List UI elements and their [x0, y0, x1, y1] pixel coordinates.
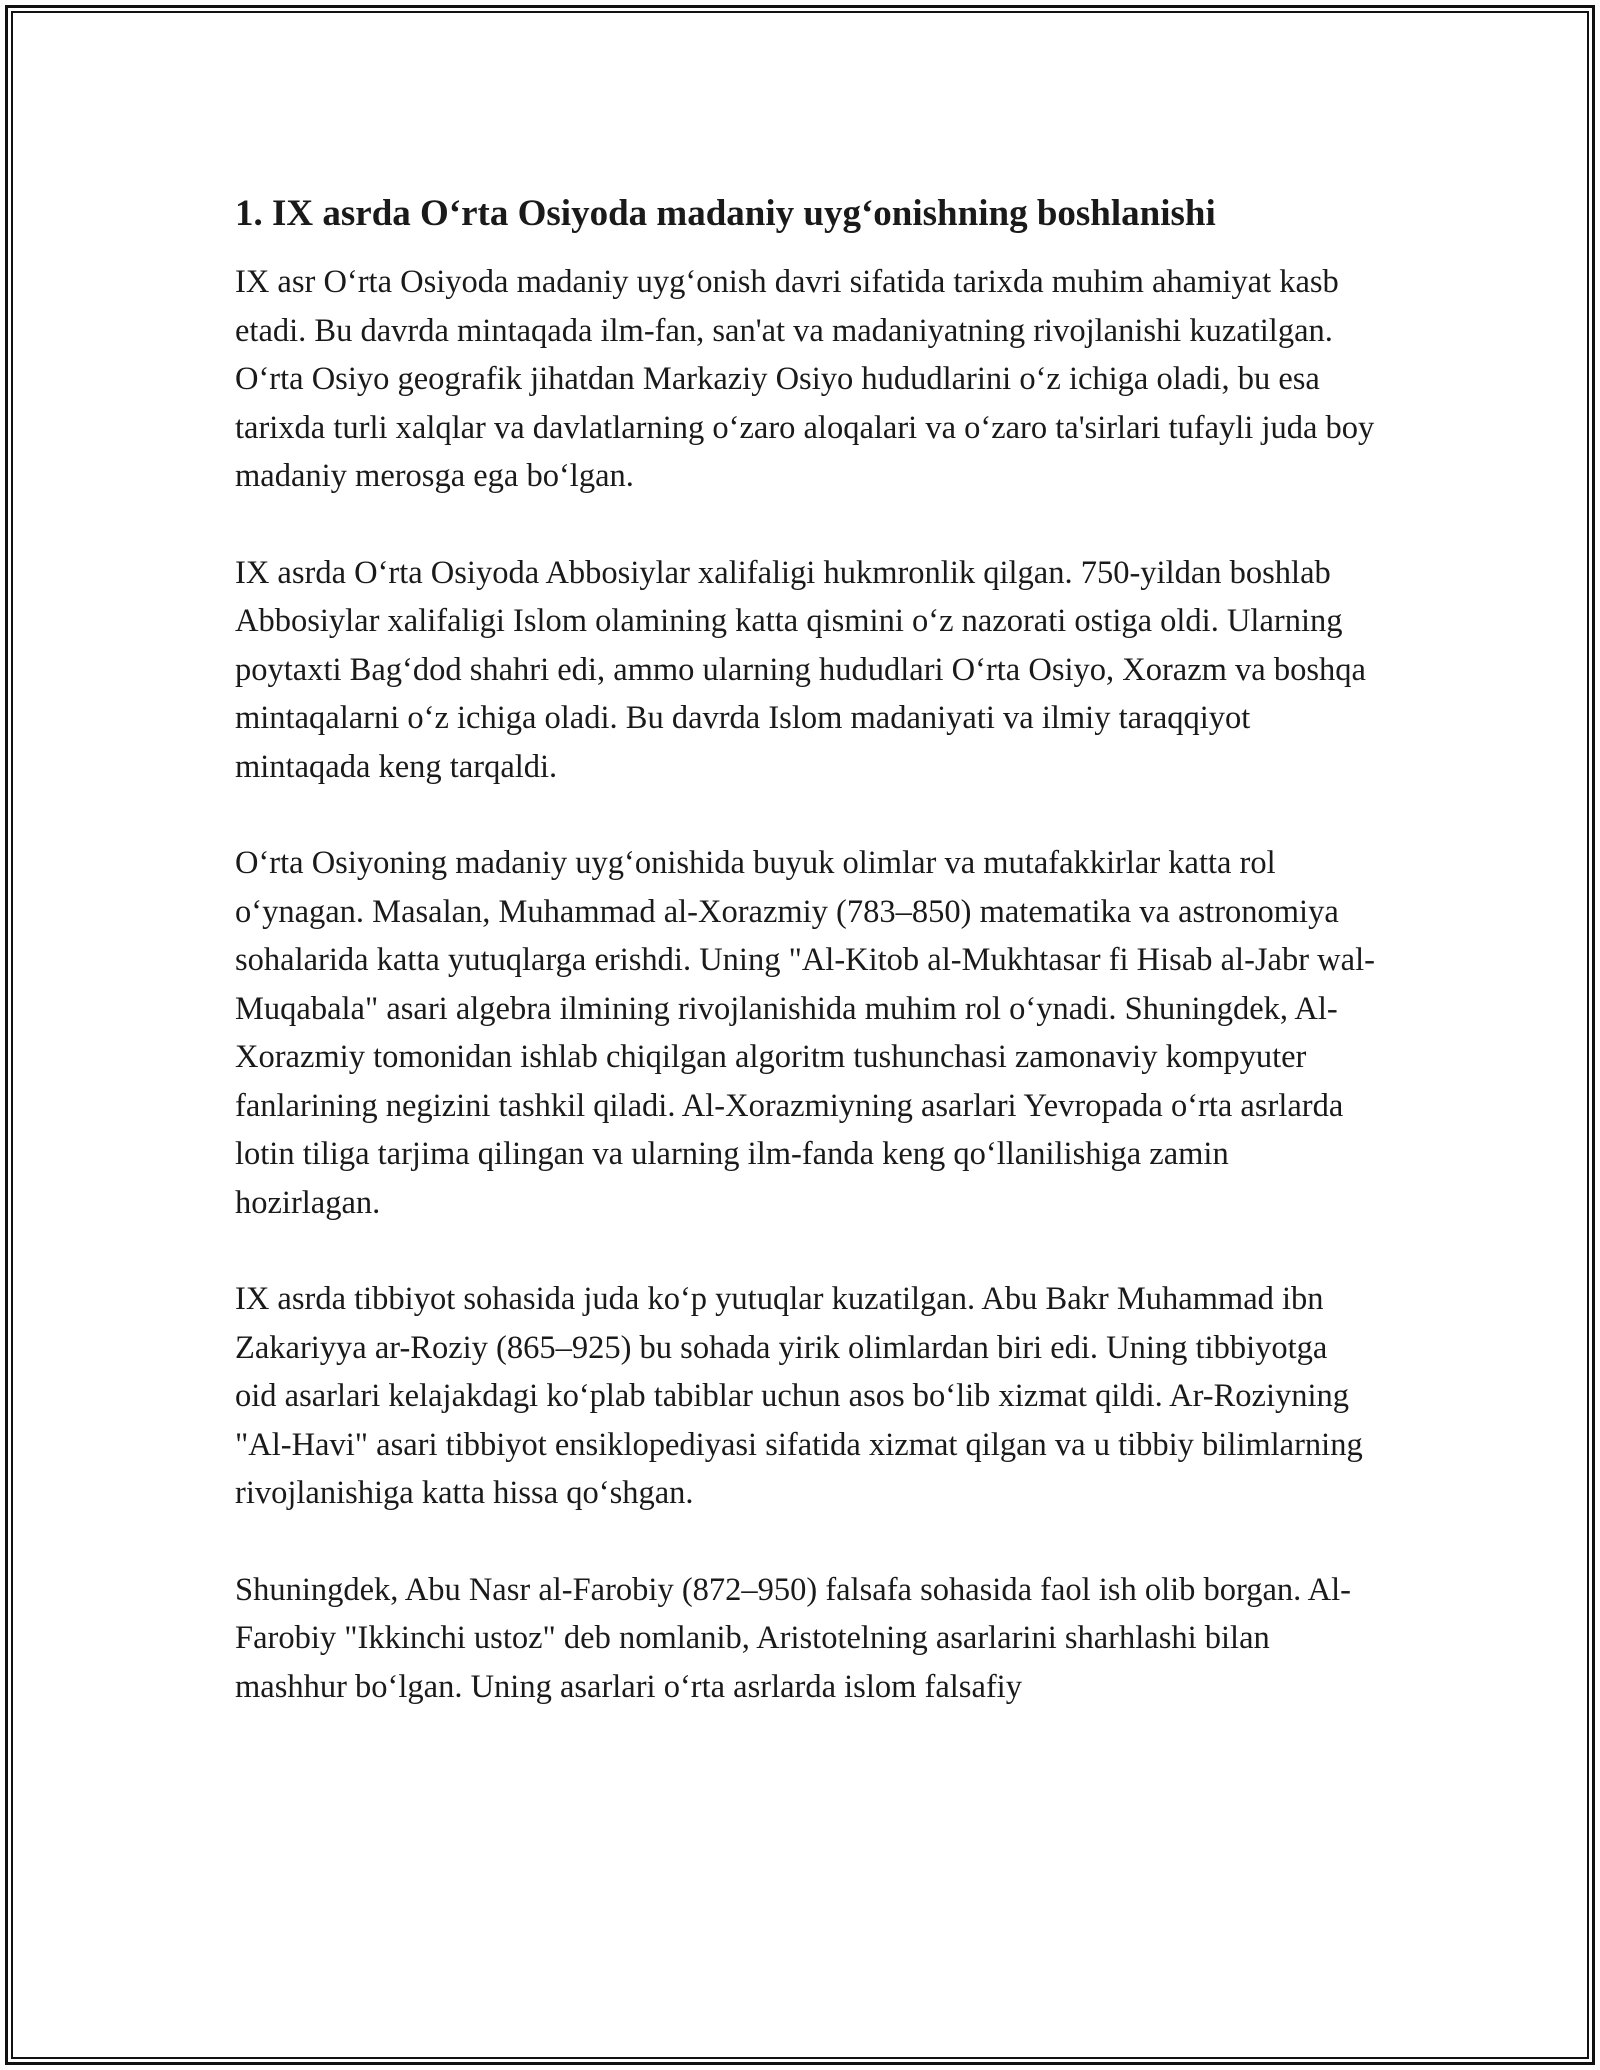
paragraph-3: O‘rta Osiyoning madaniy uyg‘onishida buyuk olimlar va mutafakkirlar katta rol o‘ynagan. Masalan, Muhammad al-Xorazmiy (783–850) matematika va astronomiya sohalarida katta yutuqlarga erishdi. Uning "Al-Kitob al-Mukhtasar fi Hisab al-Jabr wal-Muqabala" asari algebra ilmining rivojlanishida muhim rol o‘ynadi. Shuningdek, Al-Xorazmiy tomonidan ishlab chiqilgan algoritm tushunchasi zamonaviy kompyuter fanlarining negizini tashkil qiladi. Al-Xorazmiyning asarlari Yevropada o‘rta asrlarda lotin tiliga tarjima qilingan va ularning ilm-fanda keng qo‘llanilishiga zamin hozirlagan.: [235, 845, 1375, 1221]
paragraph-2: IX asrda O‘rta Osiyoda Abbosiylar xalifaligi hukmronlik qilgan. 750-yildan boshlab Abbosiylar xalifaligi Islom olamining katta qismini o‘z nazorati ostiga oldi. Ularning poytaxti Bag‘dod shahri edi, ammo ularning hududlari O‘rta Osiyo, Xorazm va boshqa mintaqalarni o‘z ichiga oladi. Bu davrda Islom madaniyati va ilmiy taraqqiyot mintaqada keng tarqaldi.: [235, 554, 1366, 785]
section-heading: 1. IX asrda O‘rta Osiyoda madaniy uyg‘onishning boshlanishi: [235, 193, 1216, 234]
page-content: [235, 190, 1375, 1759]
paragraph-5: Shuningdek, Abu Nasr al-Farobiy (872–950) falsafa sohasida faol ish olib borgan. Al-Farobiy "Ikkinchi ustoz" deb nomlanib, Aristotelning asarlarini sharhlashi bilan mashhur bo‘lgan. Uning asarlari o‘rta asrlarda islom falsafiy: [235, 1571, 1351, 1705]
paragraph-1: IX asr O‘rta Osiyoda madaniy uyg‘onish davri sifatida tarixda muhim ahamiyat kasb etadi. Bu davrda mintaqada ilm-fan, san'at va madaniyatning rivojlanishi kuzatilgan. O‘rta Osiyo geografik jihatdan Markaziy Osiyo hududlarini o‘z ichiga oladi, bu esa tarixda turli xalqlar va davlatlarning o‘zaro aloqalari va o‘zaro ta'sirlari tufayli juda boy madaniy merosga ega bo‘lgan.: [235, 264, 1375, 494]
paragraph-4: IX asrda tibbiyot sohasida juda ko‘p yutuqlar kuzatilgan. Abu Bakr Muhammad ibn Zakariyya ar-Roziy (865–925) bu sohada yirik olimlardan biri edi. Uning tibbiyotga oid asarlari kelajakdagi ko‘plab tabiblar uchun asos bo‘lib xizmat qildi. Ar-Roziyning "Al-Havi" asari tibbiyot ensiklopediyasi sifatida xizmat qilgan va u tibbiy bilimlarning rivojlanishiga katta hissa qo‘shgan.: [235, 1281, 1363, 1511]
